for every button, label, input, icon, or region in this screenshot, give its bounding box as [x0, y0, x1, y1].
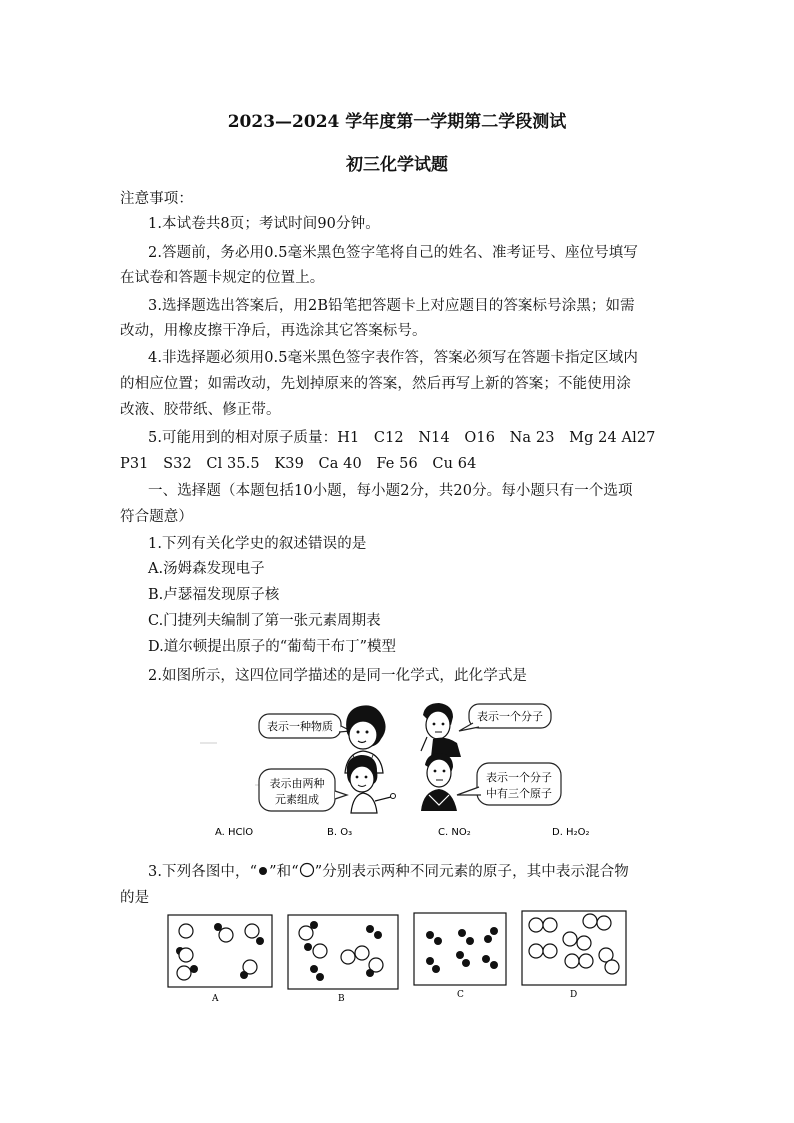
question-3-figure — [160, 905, 630, 1005]
notice-item-2-line-2: 在试卷和答题卡规定的位置上。 — [120, 270, 325, 286]
question-2-stem: 2.如图所示，这四位同学描述的是同一化学式，此化学式是 — [148, 668, 528, 684]
speech-bubble-1-text: 表示一种物质 — [267, 720, 333, 733]
student-4-figure — [421, 753, 457, 811]
notice-item-4-line-3: 改液、胶带纸、修正带。 — [120, 402, 281, 418]
question-2-option-c: C. NO₂ — [438, 827, 471, 838]
question-2-illustration — [195, 695, 615, 845]
speech-bubble-3-text-line-1: 表示由两种 — [269, 777, 325, 790]
question-2-option-a: A. HClO — [215, 827, 254, 838]
question-1-option-c: C.门捷列夫编制了第一张元素周期表 — [148, 613, 381, 629]
section-heading-line-1: 一、选择题（本题包括10小题，每小题2分，共20分。每小题只有一个选项 — [148, 483, 633, 499]
hollow-atom-icon — [299, 862, 315, 878]
question-3-stem-pre: 3.下列各图中，“ — [148, 864, 258, 880]
speech-bubble-4-text-line-2: 中有三个原子 — [486, 787, 552, 800]
question-3-stem-line-2: 的是 — [120, 890, 150, 906]
notice-item-3-line-1: 3.选择题选出答案后，用2B铅笔把答题卡上对应题目的答案标号涂黑；如需 — [148, 298, 635, 314]
question-1-option-b: B.卢瑟福发现原子核 — [148, 587, 280, 603]
particle-diagrams — [160, 905, 630, 1005]
question-3-stem-line-1 — [148, 860, 629, 881]
speech-bubble-4-tail — [457, 787, 481, 795]
question-1-option-a: A.汤姆森发现电子 — [148, 561, 265, 577]
panel-c — [414, 913, 506, 1000]
speech-bubble-3-text-line-2: 元素组成 — [275, 793, 319, 806]
speech-bubble-3-tail — [335, 791, 347, 799]
panel-c-label: C — [457, 990, 464, 1000]
notice-item-5-line-1: 5.可能用到的相对原子质量：H1 C12 N14 O16 Na 23 Mg 24 Al27 — [148, 430, 656, 446]
speech-bubble-2-text: 表示一个分子 — [477, 710, 543, 723]
panel-b — [288, 915, 398, 1004]
question-2-figure — [195, 695, 615, 845]
notice-item-4-line-1: 4.非选择题必须用0.5毫米黑色签字表作答，答案必须写在答题卡指定区域内 — [148, 350, 638, 366]
student-2-figure — [421, 703, 461, 757]
question-1-option-d: D.道尔顿提出原子的“葡萄干布丁”模型 — [148, 639, 397, 655]
question-2-option-d: D. H₂O₂ — [552, 827, 590, 838]
notice-item-4-line-2: 的相应位置；如需改动，先划掉原来的答案，然后再写上新的答案；不能使用涂 — [120, 376, 631, 392]
notice-item-1: 1.本试卷共8页；考试时间90分钟。 — [148, 216, 380, 232]
panel-a-label: A — [212, 994, 219, 1004]
notice-item-3-line-2: 改动，用橡皮擦干净后，再选涂其它答案标号。 — [120, 323, 427, 339]
filled-atom-icon — [257, 865, 269, 877]
question-1-stem: 1.下列有关化学史的叙述错误的是 — [148, 536, 367, 552]
page-title: 2023—2024 学年度第一学期第二学段测试 — [227, 112, 567, 132]
panel-b-label: B — [338, 994, 345, 1004]
notice-item-5-line-2: P31 S32 Cl 35.5 K39 Ca 40 Fe 56 Cu 64 — [120, 456, 477, 472]
question-3-stem-mid: ”和“ — [269, 864, 299, 880]
panel-d-label: D — [570, 990, 578, 1000]
question-3-stem-post: ”分别表示两种不同元素的原子，其中表示混合物 — [314, 864, 629, 880]
page-subtitle: 初三化学试题 — [346, 155, 448, 175]
question-2-option-b: B. O₃ — [327, 827, 353, 838]
panel-a — [168, 915, 272, 1004]
panel-d — [522, 911, 626, 1000]
notice-heading: 注意事项： — [120, 191, 193, 207]
speech-bubble-4-text-line-1: 表示一个分子 — [486, 771, 552, 784]
student-3-figure — [347, 755, 396, 813]
section-heading-line-2: 符合题意） — [120, 509, 193, 525]
notice-item-2-line-1: 2.答题前，务必用0.5毫米黑色签字笔将自己的姓名、准考证号、座位号填写 — [148, 245, 638, 261]
